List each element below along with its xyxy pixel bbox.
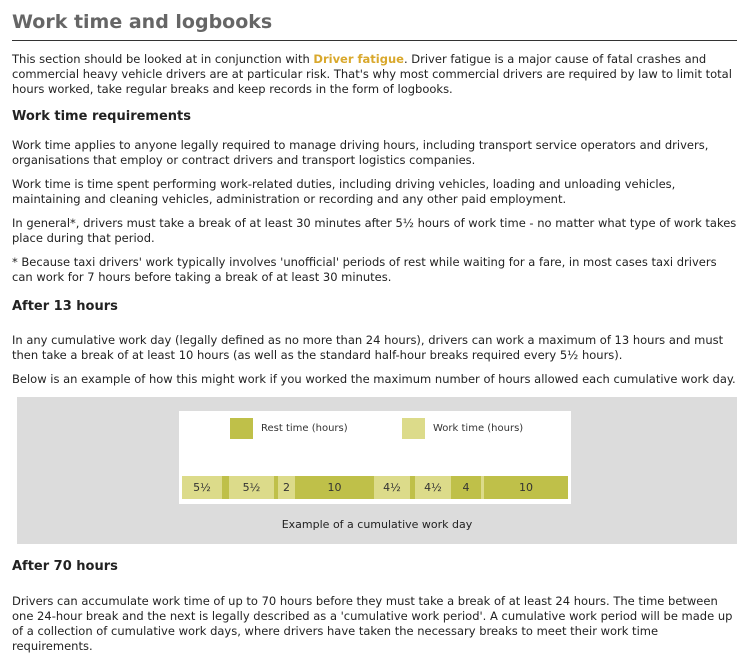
work-day-diagram: [17, 397, 737, 544]
segment-work-2: 5½: [229, 476, 274, 499]
work-day-bar: [182, 476, 568, 499]
driver-fatigue-link[interactable]: Driver fatigue: [313, 52, 404, 66]
paragraph-taxi-note: * Because taxi drivers' work typically involves 'unofficial' periods of rest while waiting for a fare, in most cases taxi drivers can work for 7 hours before taking a break of at least 30 minutes.: [12, 255, 717, 284]
page-content: [12, 0, 737, 653]
paragraph-cumulative-work-day: In any cumulative work day (legally defined as no more than 24 hours), drivers can work a maximum of 13 hours and must then take a break of at least 10 hours (as well as the standard half-hour breaks required every 5½ hours).: [12, 333, 724, 362]
segment-work-1: 5½: [182, 476, 222, 499]
heading-after-13-hours: After 13 hours: [12, 299, 118, 314]
legend-work-swatch: [402, 418, 425, 439]
intro-text-after: . Driver fatigue is a major cause of fatal crashes and commercial heavy vehicle drivers are at particular risk. That's why most commercial drivers are required by law to limit total hours worked, take regular breaks and keep records in the form of logbooks.: [12, 52, 732, 96]
intro-text-before: This section should be looked at in conjunction with: [12, 52, 314, 66]
segment-work-3: 2: [278, 476, 295, 499]
segment-work-4: 4½: [374, 476, 410, 499]
segment-rest-4: 4: [451, 476, 481, 499]
paragraph-break-rule: In general*, drivers must take a break of at least 30 minutes after 5½ hours of work time - no matter what type of work takes place during that period.: [12, 216, 737, 245]
heading-work-time-requirements: Work time requirements: [12, 109, 191, 124]
paragraph-cumulative-work-period: Drivers can accumulate work time of up to 70 hours before they must take a break of at least 24 hours. The time between one 24-hour break and the next is legally described as a 'cumulative work period'. A cumulative work period will be made up of a collection of cumulative work days, where drivers have taken the necessary breaks to meet their work time requirements.: [12, 594, 733, 653]
segment-rest-10-a: 10: [295, 476, 374, 499]
work-day-chart: [179, 411, 571, 504]
legend-rest-label: Rest time (hours): [261, 423, 348, 434]
legend-work-label: Work time (hours): [433, 423, 524, 434]
segment-work-5: 4½: [415, 476, 451, 499]
diagram-caption: Example of a cumulative work day: [281, 518, 473, 531]
paragraph-work-time-definition: Work time is time spent performing work-related duties, including driving vehicles, loading and unloading vehicles, maintaining and cleaning vehicles, administration or recording and any other paid employment.: [12, 177, 676, 206]
intro-paragraph: [12, 52, 737, 97]
legend-rest-swatch: [230, 418, 253, 439]
paragraph-work-time-applies: Work time applies to anyone legally required to manage driving hours, including transport service operators and drivers, organisations that employ or contract drivers and transport logistics companies.: [12, 138, 709, 167]
paragraph-example-intro: Below is an example of how this might work if you worked the maximum number of hours allowed each cumulative work day.: [12, 372, 736, 386]
page-title: Work time and logbooks: [12, 0, 737, 41]
segment-rest-break-1: [222, 476, 229, 499]
segment-rest-10-b: 10: [484, 476, 568, 499]
heading-after-70-hours: After 70 hours: [12, 559, 118, 574]
